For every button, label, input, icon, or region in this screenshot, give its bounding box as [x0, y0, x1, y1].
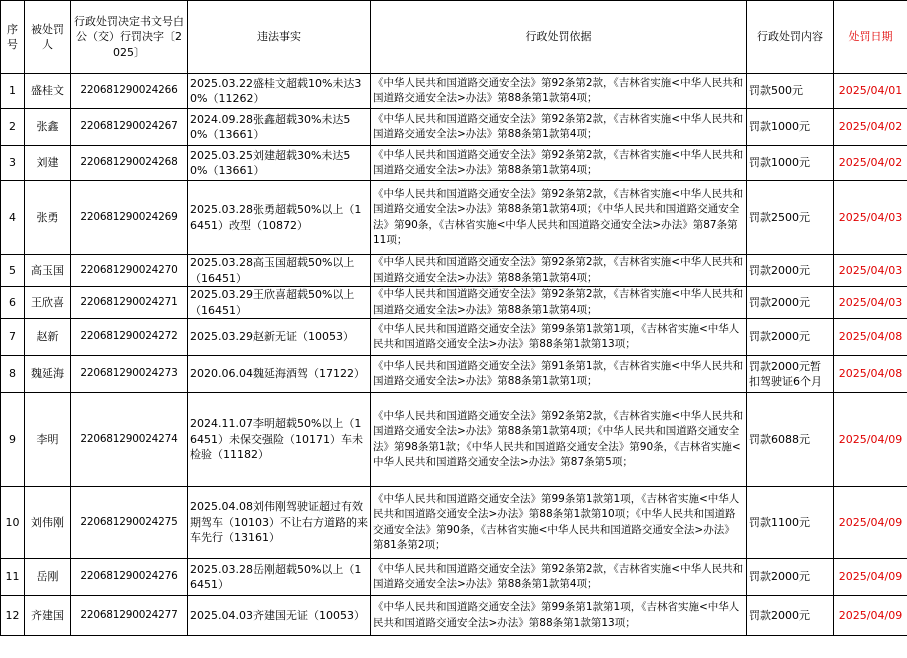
cell-name: 盛桂文: [25, 74, 71, 109]
table-row: [1, 109, 907, 146]
header-facts: 违法事实: [188, 1, 371, 74]
header-date: 处罚日期: [834, 1, 907, 74]
cell-facts: 2025.04.03齐建国无证（10053）: [188, 596, 371, 636]
cell-date: 2025/04/09: [834, 487, 907, 559]
cell-content: 罚款6088元: [747, 393, 834, 487]
header-doc-no: 行政处罚决定书文号白公（交）行罚决字〔2025〕: [71, 1, 188, 74]
cell-seq: 2: [1, 109, 25, 146]
header-name: 被处罚人: [25, 1, 71, 74]
cell-doc-no: 220681290024277: [71, 596, 188, 636]
table-body: [1, 74, 907, 636]
cell-basis: 《中华人民共和国道路交通安全法》第99条第1款第1项，《吉林省实施<中华人民共和国道路交通安全法>办法》第88条第1款第13项；: [371, 596, 747, 636]
cell-basis: 《中华人民共和国道路交通安全法》第92条第2款，《吉林省实施<中华人民共和国道路交通安全法>办法》第88条第1款第4项；: [371, 74, 747, 109]
cell-date: 2025/04/09: [834, 393, 907, 487]
table-row: [1, 596, 907, 636]
cell-seq: 8: [1, 356, 25, 393]
table-row: [1, 319, 907, 356]
cell-seq: 1: [1, 74, 25, 109]
cell-facts: 2025.03.28岳刚超载50%以上（16451）: [188, 559, 371, 596]
cell-doc-no: 220681290024269: [71, 181, 188, 255]
cell-doc-no: 220681290024266: [71, 74, 188, 109]
cell-content: 罚款2000元: [747, 255, 834, 287]
cell-name: 高玉国: [25, 255, 71, 287]
cell-content: 罚款2000元: [747, 559, 834, 596]
cell-content: 罚款2000元: [747, 287, 834, 319]
table-row: [1, 181, 907, 255]
cell-seq: 12: [1, 596, 25, 636]
cell-basis: 《中华人民共和国道路交通安全法》第99条第1款第1项，《吉林省实施<中华人民共和国道路交通安全法>办法》第88条第1款第13项；: [371, 319, 747, 356]
cell-name: 岳刚: [25, 559, 71, 596]
cell-content: 罚款500元: [747, 74, 834, 109]
cell-facts: 2025.03.29赵新无证（10053）: [188, 319, 371, 356]
cell-doc-no: 220681290024273: [71, 356, 188, 393]
cell-date: 2025/04/09: [834, 596, 907, 636]
cell-name: 魏延海: [25, 356, 71, 393]
cell-facts: 2025.03.25刘建超载30%未达50%（13661）: [188, 146, 371, 181]
header-row: [1, 1, 907, 74]
cell-facts: 2024.09.28张鑫超载30%未达50%（13661）: [188, 109, 371, 146]
cell-content: 罚款2000元暂扣驾驶证6个月: [747, 356, 834, 393]
cell-content: 罚款2000元: [747, 596, 834, 636]
cell-date: 2025/04/03: [834, 181, 907, 255]
header-seq: 序号: [1, 1, 25, 74]
cell-facts: 2025.03.28张勇超载50%以上（16451）改型（10872）: [188, 181, 371, 255]
cell-basis: 《中华人民共和国道路交通安全法》第99条第1款第1项，《吉林省实施<中华人民共和国道路交通安全法>办法》第88条第1款第10项；《中华人民共和国道路交通安全法》第90条，《吉林省实施<中华人民共和国道路交通安全法>办法》第81条第2项；: [371, 487, 747, 559]
cell-basis: 《中华人民共和国道路交通安全法》第92条第2款，《吉林省实施<中华人民共和国道路交通安全法>办法》第88条第1款第4项；: [371, 109, 747, 146]
table-row: [1, 255, 907, 287]
cell-doc-no: 220681290024267: [71, 109, 188, 146]
cell-basis: 《中华人民共和国道路交通安全法》第92条第2款，《吉林省实施<中华人民共和国道路交通安全法>办法》第88条第1款第4项；《中华人民共和国道路交通安全法》第98条第1款；《中华人民共和国道路交通安全法》第90条，《吉林省实施<中华人民共和国道路交通安全法>办法》第87条第5项；: [371, 393, 747, 487]
table-row: [1, 487, 907, 559]
cell-name: 刘建: [25, 146, 71, 181]
cell-doc-no: 220681290024274: [71, 393, 188, 487]
cell-facts: 2025.03.28高玉国超载50%以上（16451）: [188, 255, 371, 287]
cell-seq: 10: [1, 487, 25, 559]
cell-name: 张勇: [25, 181, 71, 255]
cell-name: 李明: [25, 393, 71, 487]
header-content: 行政处罚内容: [747, 1, 834, 74]
cell-date: 2025/04/01: [834, 74, 907, 109]
cell-basis: 《中华人民共和国道路交通安全法》第91条第1款，《吉林省实施<中华人民共和国道路交通安全法>办法》第88条第1款第1项；: [371, 356, 747, 393]
cell-doc-no: 220681290024275: [71, 487, 188, 559]
cell-doc-no: 220681290024271: [71, 287, 188, 319]
cell-date: 2025/04/03: [834, 287, 907, 319]
cell-content: 罚款1100元: [747, 487, 834, 559]
cell-seq: 7: [1, 319, 25, 356]
cell-facts: 2025.04.08刘伟刚驾驶证超过有效期驾车（10103）不让右方道路的来车先行（13161）: [188, 487, 371, 559]
cell-date: 2025/04/08: [834, 319, 907, 356]
table-row: [1, 74, 907, 109]
cell-name: 赵新: [25, 319, 71, 356]
cell-basis: 《中华人民共和国道路交通安全法》第92条第2款，《吉林省实施<中华人民共和国道路交通安全法>办法》第88条第1款第4项；: [371, 255, 747, 287]
cell-date: 2025/04/02: [834, 146, 907, 181]
cell-basis: 《中华人民共和国道路交通安全法》第92条第2款，《吉林省实施<中华人民共和国道路交通安全法>办法》第88条第1款第4项；: [371, 559, 747, 596]
cell-content: 罚款2500元: [747, 181, 834, 255]
cell-facts: 2025.03.22盛桂文超载10%未达30%（11262）: [188, 74, 371, 109]
cell-name: 张鑫: [25, 109, 71, 146]
table-row: [1, 287, 907, 319]
cell-seq: 5: [1, 255, 25, 287]
cell-name: 王欣喜: [25, 287, 71, 319]
cell-name: 刘伟刚: [25, 487, 71, 559]
table-row: [1, 146, 907, 181]
cell-seq: 3: [1, 146, 25, 181]
cell-content: 罚款1000元: [747, 109, 834, 146]
cell-facts: 2025.03.29王欣喜超载50%以上（16451）: [188, 287, 371, 319]
table-row: [1, 393, 907, 487]
cell-doc-no: 220681290024276: [71, 559, 188, 596]
cell-basis: 《中华人民共和国道路交通安全法》第92条第2款，《吉林省实施<中华人民共和国道路交通安全法>办法》第88条第1款第4项；: [371, 146, 747, 181]
cell-facts: 2024.11.07李明超载50%以上（16451）未保交强险（10171）车未检验（11182）: [188, 393, 371, 487]
cell-seq: 4: [1, 181, 25, 255]
table-row: [1, 356, 907, 393]
cell-content: 罚款2000元: [747, 319, 834, 356]
table-row: [1, 559, 907, 596]
cell-doc-no: 220681290024272: [71, 319, 188, 356]
cell-seq: 9: [1, 393, 25, 487]
cell-seq: 11: [1, 559, 25, 596]
cell-date: 2025/04/03: [834, 255, 907, 287]
cell-date: 2025/04/02: [834, 109, 907, 146]
cell-basis: 《中华人民共和国道路交通安全法》第92条第2款，《吉林省实施<中华人民共和国道路交通安全法>办法》第88条第1款第4项；: [371, 287, 747, 319]
cell-name: 齐建国: [25, 596, 71, 636]
cell-doc-no: 220681290024268: [71, 146, 188, 181]
cell-basis: 《中华人民共和国道路交通安全法》第92条第2款，《吉林省实施<中华人民共和国道路交通安全法>办法》第88条第1款第4项；《中华人民共和国道路交通安全法》第90条，《吉林省实施<中华人民共和国道路交通安全法>办法》第87条第11项；: [371, 181, 747, 255]
cell-seq: 6: [1, 287, 25, 319]
cell-facts: 2020.06.04魏延海酒驾（17122）: [188, 356, 371, 393]
cell-date: 2025/04/08: [834, 356, 907, 393]
cell-doc-no: 220681290024270: [71, 255, 188, 287]
cell-date: 2025/04/09: [834, 559, 907, 596]
cell-content: 罚款1000元: [747, 146, 834, 181]
header-basis: 行政处罚依据: [371, 1, 747, 74]
